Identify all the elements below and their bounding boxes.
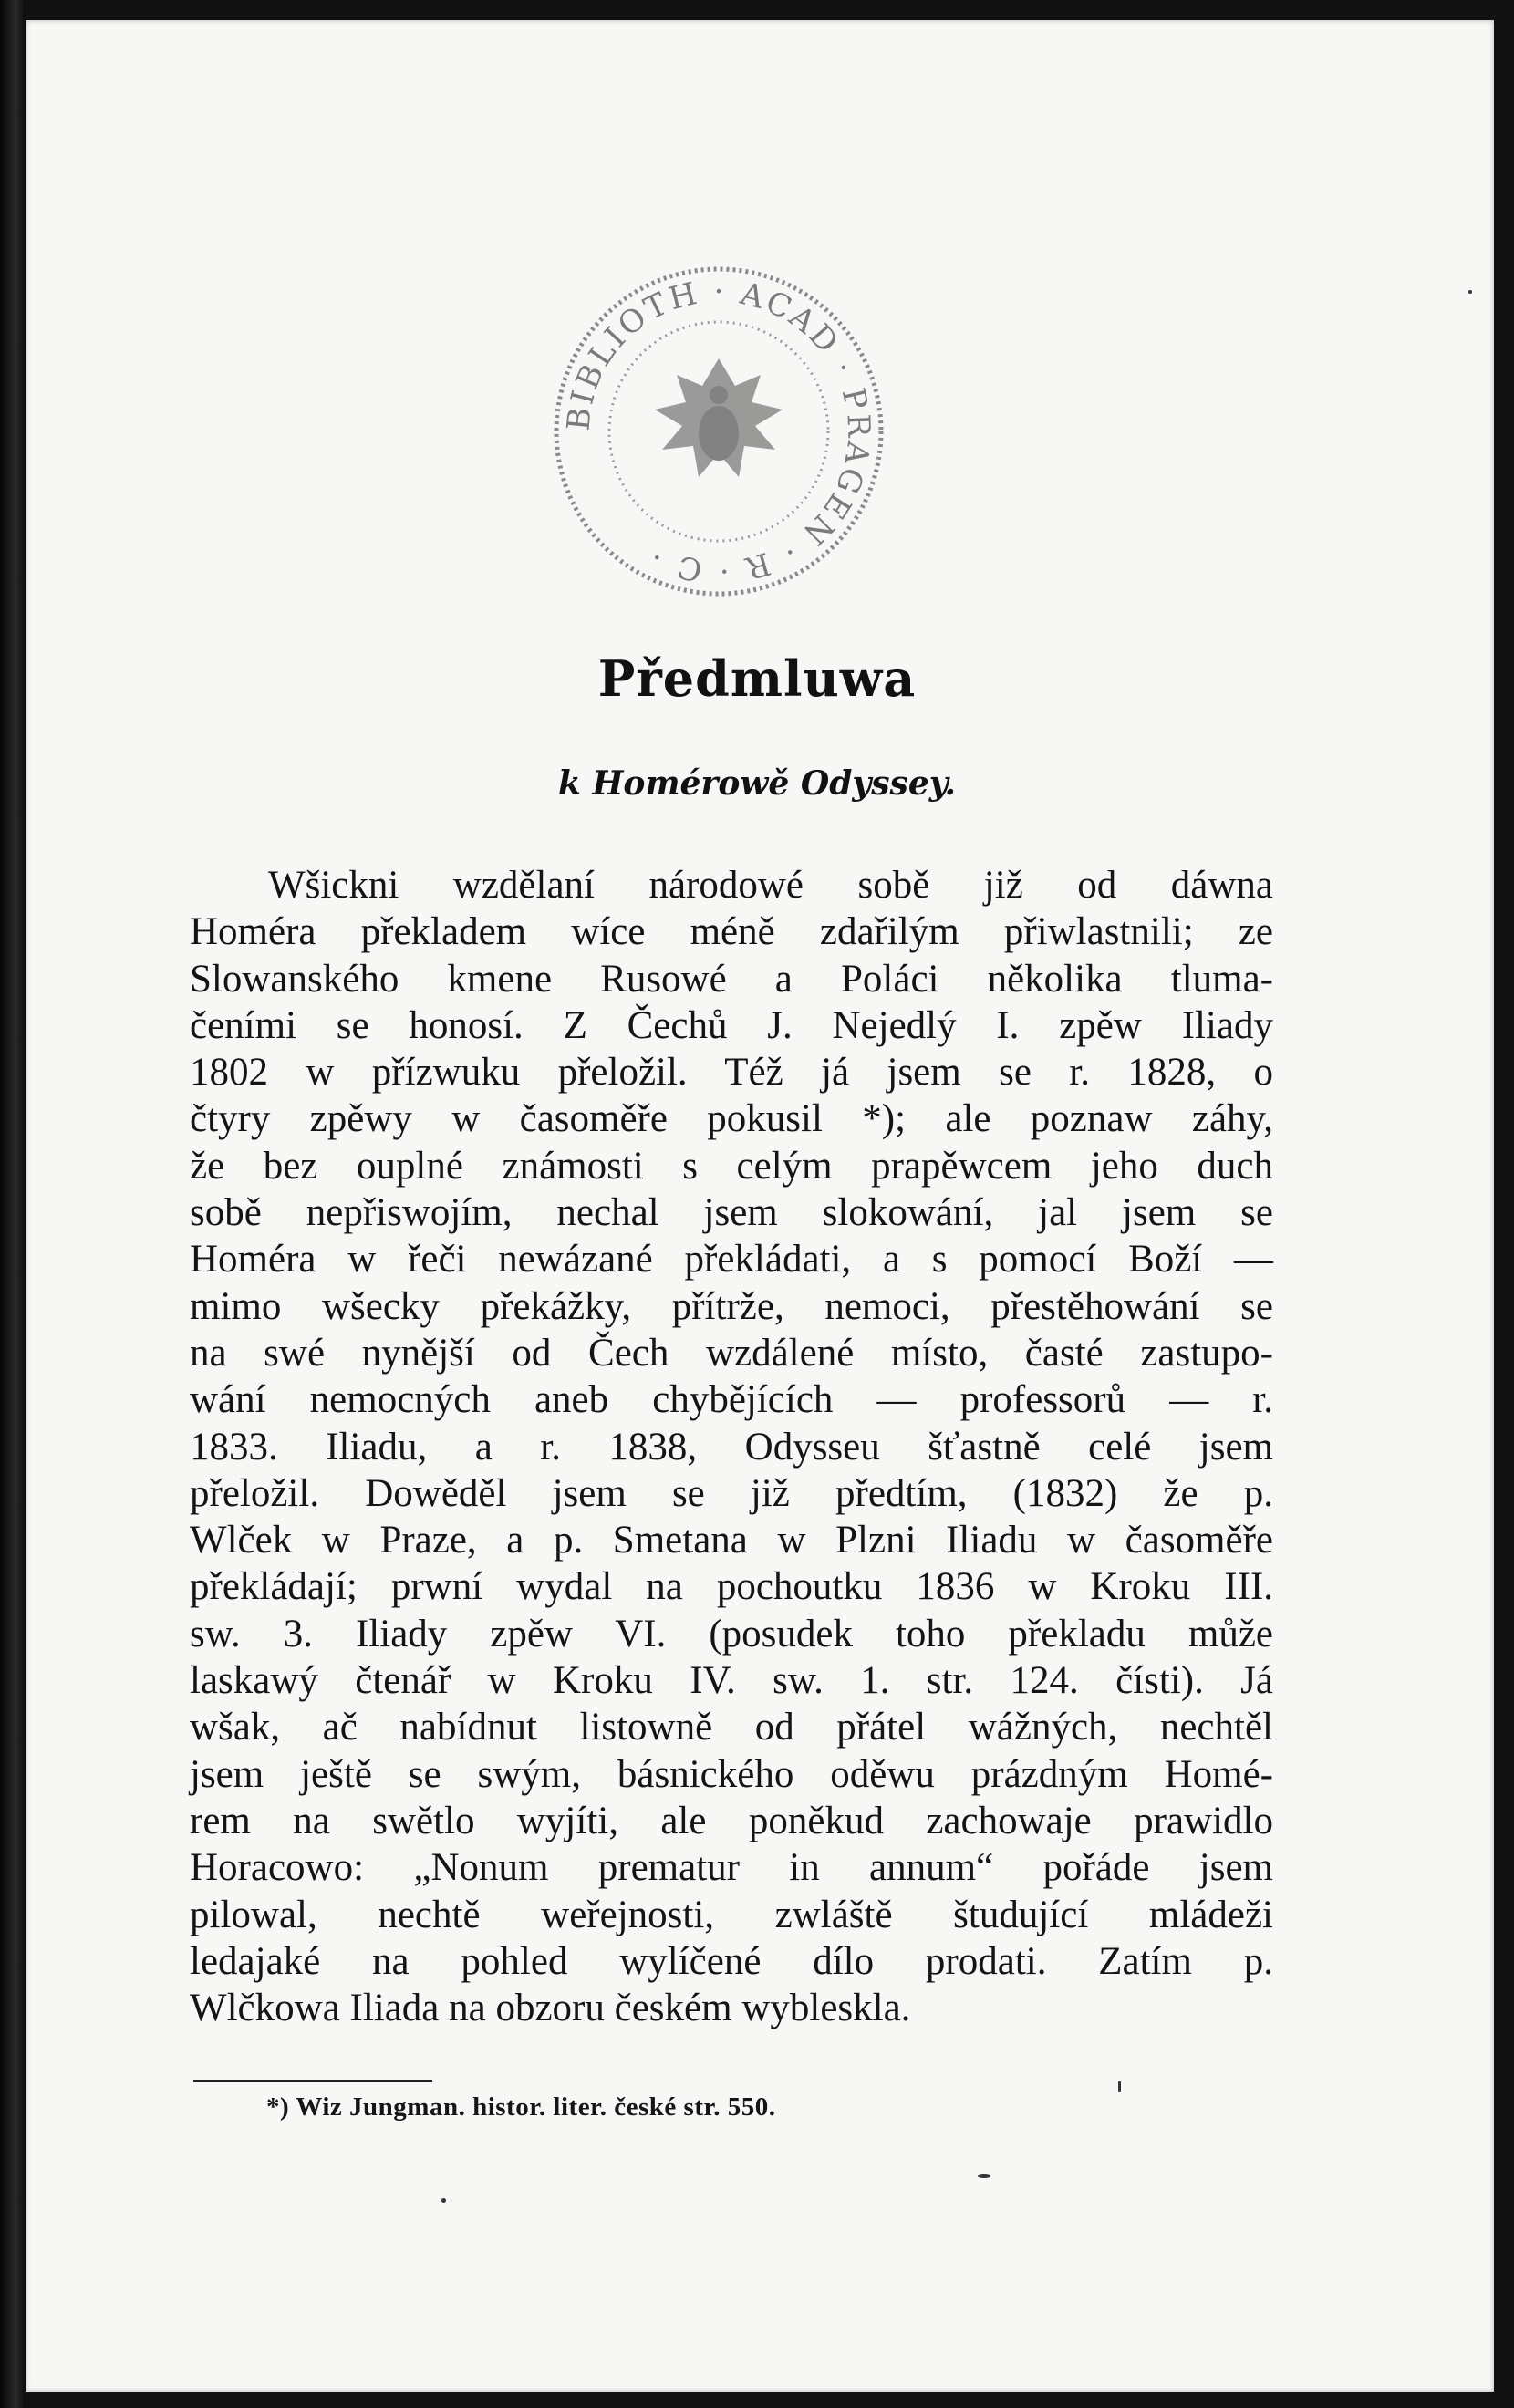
text-line: překládají; prwní wydal na pochoutku 1836 w Kroku III. [190,1565,1273,1609]
paper-speck [1118,2081,1121,2092]
paper-speck [1468,290,1472,294]
text-line: čeními se honosí. Z Čechů J. Nejedlý I. zpěw Iliady [190,1003,1273,1047]
text-line: Homéra w řeči newázané překládati, a s pomocí Boží — [190,1238,1273,1282]
text-line: Wšickni wzdělaní národowé sobě již od dáwna [268,864,1273,907]
text-line: na swé nynější od Čech wzdálené místo, časté zastupo- [190,1331,1273,1375]
preface-body [190,862,1273,2031]
footnote-divider [193,2080,432,2082]
page-title: Předmluwa [597,649,917,708]
library-stamp [545,258,892,605]
text-line: mimo wšecky překážky, přítrže, nemoci, přestěhowání se [190,1284,1273,1328]
text-line: Slowanského kmene Rusowé a Poláci několika tluma- [190,957,1273,1001]
text-line: přeložil. Dowěděl jsem se již předtím, (1832) že p. [190,1471,1273,1515]
text-line: pilowal, nechtě weřejnosti, zwláště študující mládeži [190,1893,1273,1936]
text-line: čtyry zpěwy w časoměře pokusil *); ale poznaw záhy, [190,1097,1273,1141]
stamp-ring-text: BIBLIOTH · ACAD · PRAGEN · R · C · [560,273,877,590]
text-line: Wlčkowa Iliada na obzoru českém wybleskla. [190,1987,911,2030]
page-subtitle: k Homérowě Odyssey. [557,764,957,803]
text-line: ledajaké na pohled wylíčené dílo prodati. Zatím p. [190,1939,1273,1983]
text-line: že bez ouplné známosti s celým prapěwcem jeho duch [190,1144,1273,1188]
text-line: rem na swětlo wyjíti, ale poněkud zachowaje prawidlo [190,1799,1273,1842]
text-line: Horacowo: „Nonum prematur in annum“ pořáde jsem [190,1846,1273,1890]
text-line: wání nemocných aneb chybějících — professorů — r. [190,1378,1273,1422]
text-line: jsem ještě se swým, básnického oděwu prázdným Homé- [190,1752,1273,1796]
book-spine-edge [0,0,26,2408]
eagle-emblem [655,358,783,477]
text-line: wšak, ač nabídnut listowně od přátel wážných, nechtěl [190,1706,1273,1749]
text-line: 1802 w přízwuku přeložil. Též já jsem se r. 1828, o [190,1051,1273,1095]
paper-speck [441,2198,446,2203]
text-line: 1833. Iliadu, a r. 1838, Odysseu šťastně celé jsem [190,1425,1273,1469]
text-line: sw. 3. Iliady zpěw VI. (posudek toho překladu může [190,1612,1273,1656]
text-line: Wlček w Praze, a p. Smetana w Plzni Iliadu w časoměře [190,1519,1273,1562]
text-line: Homéra překladem wíce méně zdařilým přiwlastnili; ze [190,910,1273,954]
text-line: laskawý čtenář w Kroku IV. sw. 1. str. 124. čísti). Já [190,1659,1273,1703]
paper-speck [978,2174,990,2178]
text-line: sobě nepřiswojím, nechal jsem slokowání, jal jsem se [190,1191,1273,1235]
footnote: *) Wiz Jungman. histor. liter. české str. 550. [266,2092,776,2122]
